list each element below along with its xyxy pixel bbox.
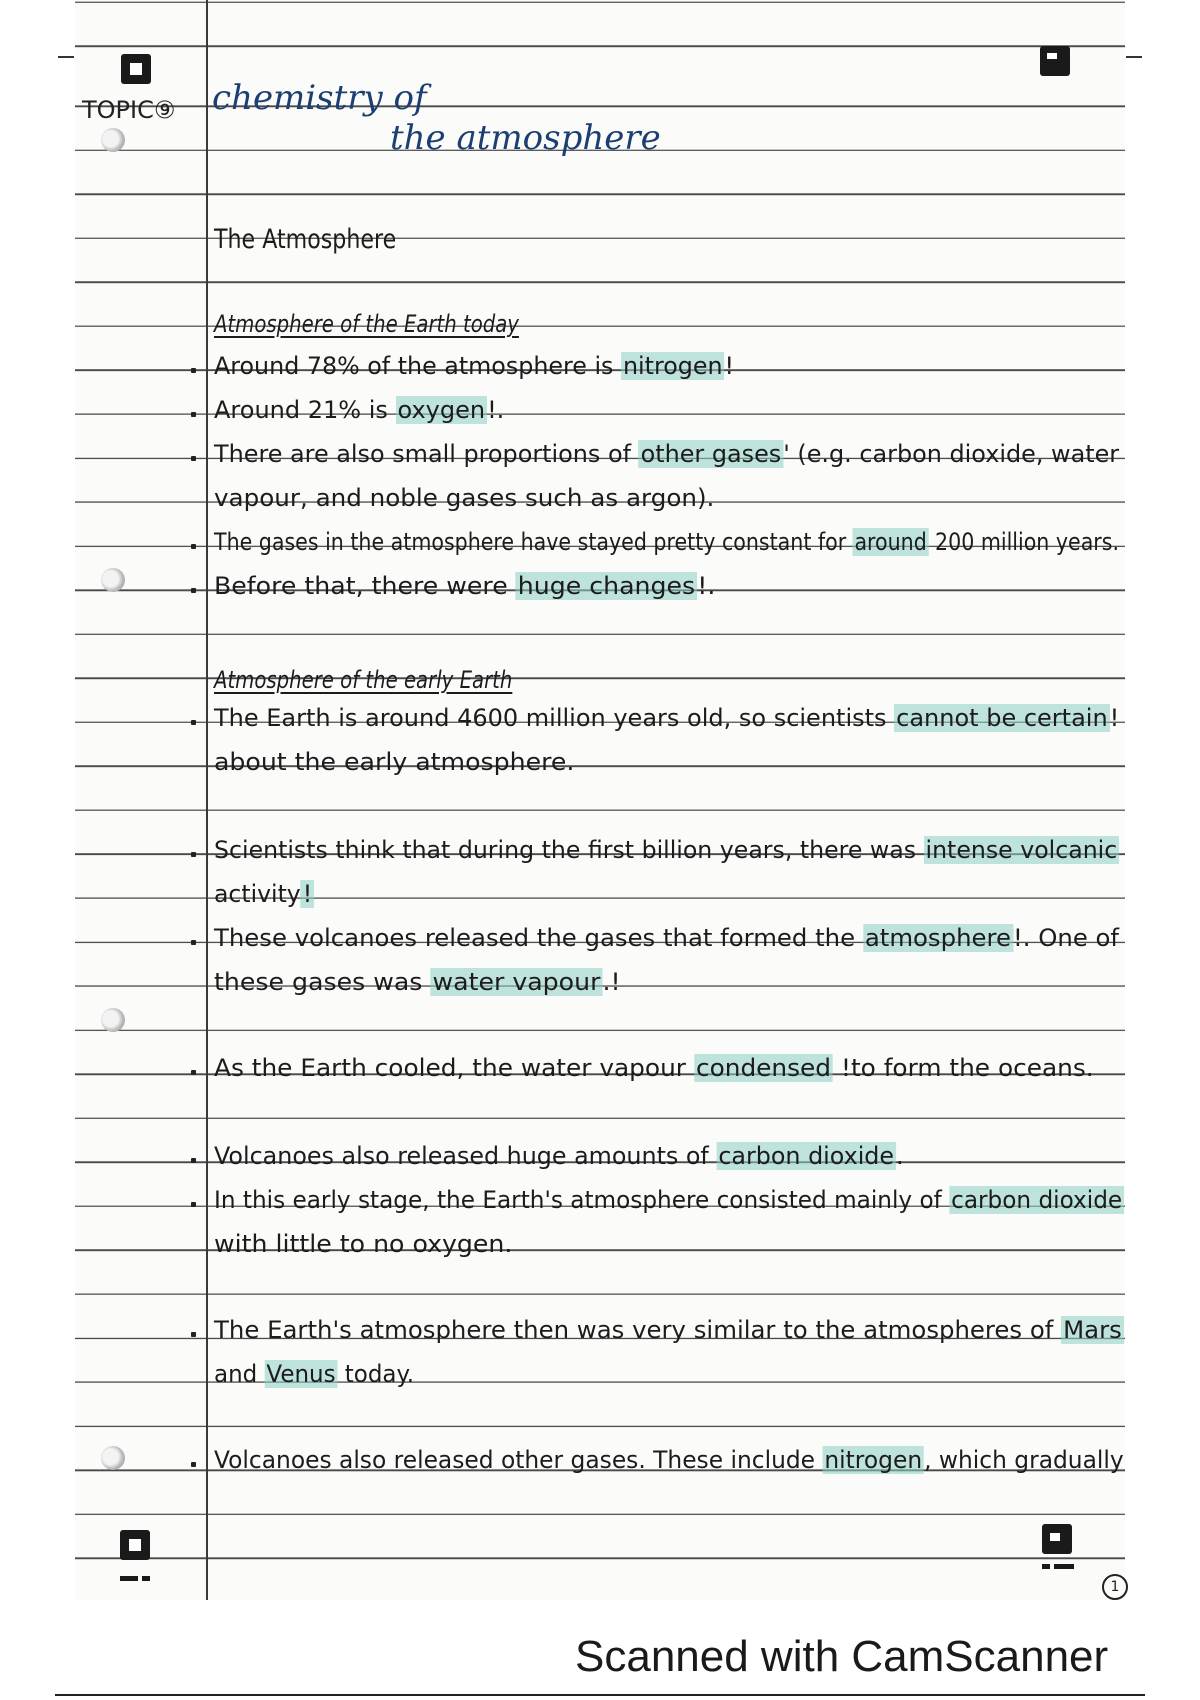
text-run: The gases in the atmosphere have stayed pretty constant for: [214, 528, 853, 556]
highlighted-term: huge changes: [516, 572, 698, 600]
bullet-point: [191, 1070, 196, 1075]
highlighted-term: nitrogen: [622, 352, 723, 380]
scan-corner-marker-top-left: [121, 54, 151, 84]
subheading-early-earth: Atmosphere of the early Earth: [214, 666, 513, 694]
text-run: Around 78% of the atmosphere is: [214, 352, 621, 380]
earth-today-line: [214, 396, 504, 424]
earth-today-line: [214, 352, 734, 380]
text-run: As the Earth cooled, the water vapour: [214, 1054, 694, 1082]
page-title-line1: chemistry of: [212, 78, 427, 118]
text-run: , which gradually: [924, 1446, 1124, 1474]
text-run: !. One of: [1012, 924, 1120, 952]
margin-line: [206, 0, 208, 1600]
text-run: The Earth is around 4600 million years old, so scientists: [214, 704, 895, 732]
text-run: activity: [214, 880, 301, 908]
early-earth-line: [214, 748, 574, 776]
earth-today-line: [214, 528, 1119, 556]
page-number: 1: [1102, 1574, 1128, 1600]
binder-hole: [101, 568, 125, 592]
text-run: Volcanoes also released huge amounts of: [214, 1142, 717, 1170]
binder-hole: [101, 1446, 125, 1470]
highlighted-term: oxygen: [397, 396, 486, 424]
scan-corner-marker-bottom-right: [1042, 1524, 1072, 1554]
text-run: These volcanoes released the gases that formed the: [214, 924, 863, 952]
bullet-point: [191, 456, 196, 461]
text-run: !.: [487, 396, 505, 424]
text-run: !: [1109, 704, 1120, 732]
text-run: vapour, and noble gases such as argon).: [214, 484, 715, 512]
bullet-point: [191, 720, 196, 725]
early-earth-line: [214, 1316, 1124, 1344]
scan-marker-dash: [1042, 1564, 1050, 1569]
earth-today-line: [214, 440, 1119, 468]
text-run: with little to no oxygen.: [214, 1230, 513, 1258]
highlighted-term: !: [302, 880, 313, 908]
bullet-point: [191, 1462, 196, 1467]
earth-today-line: [214, 572, 715, 600]
bottom-rule: [55, 1694, 1145, 1696]
bullet-point: [191, 1202, 196, 1207]
scan-marker-dash: [120, 1576, 138, 1581]
text-run: .: [896, 1142, 904, 1170]
text-run: .!: [602, 968, 621, 996]
highlighted-term: carbon dioxide: [951, 1186, 1123, 1214]
early-earth-line: [214, 1142, 904, 1170]
bullet-point: [191, 1158, 196, 1163]
highlighted-term: carbon dioxide: [718, 1142, 895, 1170]
highlighted-term: water vapour: [430, 968, 602, 996]
scan-marker-dash: [1054, 1564, 1074, 1569]
scanner-watermark: Scanned with CamScanner: [575, 1632, 1109, 1681]
highlighted-term: intense volcanic: [925, 836, 1118, 864]
text-run: Before that, there were: [214, 572, 516, 600]
text-run: Volcanoes also released other gases. These include: [214, 1446, 823, 1474]
early-earth-line: [214, 1186, 1124, 1214]
early-earth-line: [214, 1360, 414, 1388]
subheading-earth-today: Atmosphere of the Earth today: [214, 310, 519, 338]
page-title-line2: the atmosphere: [390, 118, 661, 158]
bullet-point: [191, 544, 196, 549]
text-run: about the early atmosphere.: [214, 748, 575, 776]
text-run: In this early stage, the Earth's atmosphere consisted mainly of: [214, 1186, 950, 1214]
early-earth-line: [214, 924, 1119, 952]
bullet-point: [191, 1332, 196, 1337]
highlighted-term: condensed: [694, 1054, 833, 1082]
highlighted-term: Mars: [1061, 1316, 1124, 1344]
text-run: 200 million years.: [928, 528, 1120, 556]
text-run: !to form the oceans.: [833, 1054, 1094, 1082]
text-run: !: [724, 352, 735, 380]
early-earth-line: [214, 1446, 1124, 1474]
binder-hole: [101, 128, 125, 152]
early-earth-line: [214, 1230, 512, 1258]
text-run: !.: [697, 572, 716, 600]
scan-corner-marker-top-right: [1040, 46, 1070, 76]
early-earth-line: [214, 968, 621, 996]
text-run: today.: [337, 1360, 415, 1388]
highlighted-term: atmosphere: [863, 924, 1013, 952]
early-earth-line: [214, 880, 314, 908]
edge-mark-left: [58, 56, 74, 58]
highlighted-term: around: [854, 528, 927, 556]
text-run: these gases was: [214, 968, 431, 996]
topic-label: TOPIC⑨: [82, 96, 176, 124]
bullet-point: [191, 940, 196, 945]
bullet-point: [191, 852, 196, 857]
edge-mark-right: [1126, 56, 1142, 58]
bullet-point: [191, 412, 196, 417]
text-run: There are also small proportions of: [214, 440, 639, 468]
section-heading: The Atmosphere: [214, 224, 397, 255]
bullet-point: [191, 588, 196, 593]
text-run: ' (e.g. carbon dioxide, water: [783, 440, 1120, 468]
early-earth-line: [214, 704, 1119, 732]
scan-corner-marker-bottom-left: [120, 1530, 150, 1560]
text-run: and: [214, 1360, 265, 1388]
text-run: The Earth's atmosphere then was very similar to the atmospheres of: [214, 1316, 1062, 1344]
binder-hole: [101, 1008, 125, 1032]
early-earth-line: [214, 836, 1119, 864]
text-run: Around 21% is: [214, 396, 396, 424]
early-earth-line: [214, 1054, 1094, 1082]
highlighted-term: other gases: [640, 440, 782, 468]
highlighted-term: cannot be certain: [896, 704, 1108, 732]
highlighted-term: nitrogen: [824, 1446, 923, 1474]
earth-today-line: [214, 484, 714, 512]
text-run: Scientists think that during the first billion years, there was: [214, 836, 924, 864]
bullet-point: [191, 368, 196, 373]
scan-marker-dash: [142, 1576, 150, 1581]
highlighted-term: Venus: [266, 1360, 336, 1388]
